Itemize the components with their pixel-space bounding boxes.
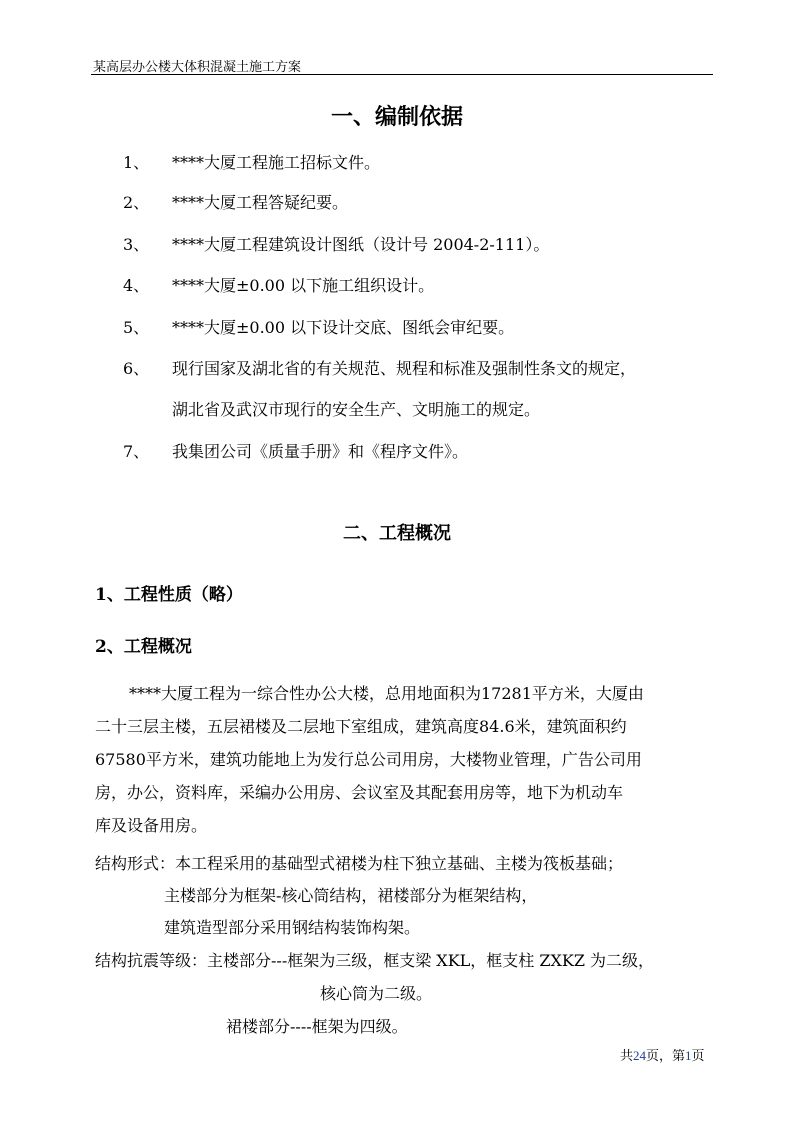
- footer-current-page: 1: [685, 1048, 692, 1063]
- list-item-text: ****大厦工程建筑设计图纸（设计号 2004-2-111）。: [172, 235, 550, 254]
- list-item-text: ****大厦工程答疑纪要。: [172, 193, 349, 212]
- list-item-number: 6、: [123, 359, 150, 378]
- footer-suffix: 页: [691, 1048, 705, 1063]
- list-item-text-continued: 湖北省及武汉市现行的安全生产、文明施工的规定。: [172, 400, 541, 419]
- list-item-text: ****大厦工程施工招标文件。: [172, 153, 381, 172]
- structure-form-line: 主楼部分为框架-核心筒结构，裙楼部分为框架结构，: [164, 886, 538, 905]
- seismic-grade-line: 裙楼部分----框架为四级。: [226, 1017, 408, 1036]
- paragraph-line: 67580平方米，建筑功能地上为发行总公司用房，大楼物业管理，广告公司用: [95, 750, 642, 769]
- section2-heading: 二、工程概况: [343, 523, 451, 544]
- header-divider: [91, 74, 713, 75]
- footer-prefix: 共: [620, 1048, 634, 1063]
- list-item-text: 现行国家及湖北省的有关规范、规程和标准及强制性条文的规定，: [172, 359, 637, 378]
- list-item-number: 5、: [123, 318, 150, 337]
- subsection-heading: 1、工程性质（略）: [95, 585, 243, 605]
- page-number-footer: [620, 1045, 705, 1064]
- paragraph-line: 房，办公，资料库，采编办公用房、会议室及其配套用房等，地下为机动车: [95, 783, 624, 802]
- list-item-number: 4、: [123, 276, 150, 295]
- footer-mid: 页，第: [646, 1048, 686, 1063]
- subsection-heading: 2、工程概况: [95, 637, 192, 657]
- list-item-number: 2、: [123, 193, 150, 212]
- structure-form-line: 建筑造型部分采用钢结构装饰构架。: [164, 918, 421, 937]
- document-header-title: 某高层办公楼大体积混凝土施工方案: [93, 60, 302, 75]
- list-item-text: ****大厦±0.00 以下设计交底、图纸会审纪要。: [172, 318, 515, 337]
- paragraph-line: 库及设备用房。: [95, 816, 208, 835]
- structure-form-line: 结构形式：本工程采用的基础型式裙楼为柱下独立基础、主楼为筏板基础；: [95, 854, 624, 873]
- paragraph-line: 二十三层主楼，五层裙楼及二层地下室组成，建筑高度84.6米，建筑面积约: [95, 717, 627, 736]
- seismic-grade-line: 结构抗震等级：主楼部分---框架为三级，框支梁 XKL，框支柱 ZXKZ 为二级，: [95, 951, 655, 970]
- seismic-grade-line: 核心筒为二级。: [320, 984, 433, 1003]
- list-item-number: 1、: [123, 153, 150, 172]
- list-item-text: ****大厦±0.00 以下施工组织设计。: [172, 276, 435, 295]
- list-item-number: 7、: [123, 442, 150, 461]
- footer-total-pages: 24: [633, 1048, 647, 1063]
- list-item-text: 我集团公司《质量手册》和《程序文件》。: [172, 442, 469, 461]
- paragraph-line: ****大厦工程为一综合性办公大楼，总用地面积为17281平方米，大厦由: [129, 684, 644, 703]
- section1-heading: 一、编制依据: [330, 105, 463, 130]
- list-item-number: 3、: [123, 235, 150, 254]
